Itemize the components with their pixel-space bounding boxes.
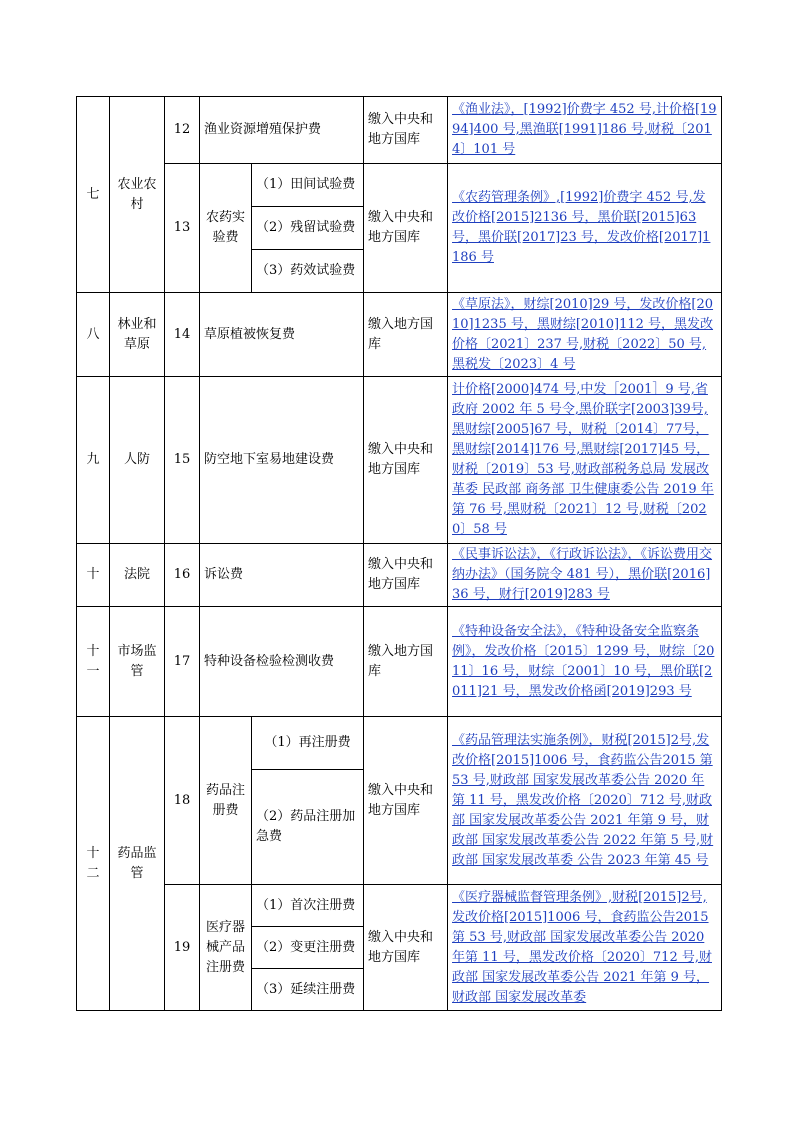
item-name: 防空地下室易地建设费: [200, 377, 364, 544]
item-name: 草原植被恢复费: [200, 293, 364, 377]
category-number: 十一: [77, 607, 110, 717]
table-row: [77, 97, 722, 164]
payment-destination: 缴入地方国库: [364, 293, 448, 377]
category-name: 人防: [110, 377, 165, 544]
legal-basis-link[interactable]: 《渔业法》，[1992]价费字 452 号,计价格[1994]400 号,黑渔联[1991]186 号,财税〔2014〕101 号: [452, 102, 717, 157]
category-name: 农业农村: [110, 97, 165, 293]
legal-basis: [448, 544, 722, 607]
item-number: 16: [165, 544, 200, 607]
item-name: 医疗器械产品注册费: [200, 885, 252, 1011]
item-number: 14: [165, 293, 200, 377]
payment-destination: 缴入中央和地方国库: [364, 717, 448, 885]
fee-table: [76, 96, 722, 1011]
sub-item: （1）田间试验费: [252, 164, 364, 207]
item-name: 特种设备检验检测收费: [200, 607, 364, 717]
category-number: 九: [77, 377, 110, 544]
item-name: 农药实验费: [200, 164, 252, 293]
category-number: 七: [77, 97, 110, 293]
legal-basis: [448, 377, 722, 544]
table-row: [77, 377, 722, 544]
payment-destination: 缴入中央和地方国库: [364, 544, 448, 607]
legal-basis-link[interactable]: 《民事诉讼法》，《行政诉讼法》，《诉讼费用交纳办法》（国务院令 481 号），黑价联[2016]36 号，财行[2019]283 号: [452, 547, 713, 602]
legal-basis: [448, 164, 722, 293]
payment-destination: 缴入中央和地方国库: [364, 885, 448, 1011]
category-name: 药品监管: [110, 717, 165, 1011]
item-number: 17: [165, 607, 200, 717]
sub-item: （2）药品注册加急费: [252, 770, 364, 885]
legal-basis-link[interactable]: 《草原法》，财综[2010]29 号，发改价格[2010]1235 号，黑财综[2010]112 号，黑发改价格〔2021〕237 号,财税〔2022〕50 号,黑税发〔2023〕4 号: [452, 296, 714, 372]
sub-item: （1）再注册费: [252, 717, 364, 770]
sub-item: （2）变更注册费: [252, 927, 364, 969]
sub-item: （1）首次注册费: [252, 885, 364, 927]
item-number: 13: [165, 164, 200, 293]
item-number: 15: [165, 377, 200, 544]
item-name: 诉讼费: [200, 544, 364, 607]
sub-item: （2）残留试验费: [252, 207, 364, 250]
payment-destination: 缴入地方国库: [364, 607, 448, 717]
table-row: [77, 607, 722, 717]
category-number: 十二: [77, 717, 110, 1011]
legal-basis-link[interactable]: 计价格[2000]474 号,中发［2001］9 号,省政府 2002 年 5 号令,黑价联字[2003]39号,黑财综[2005]67 号，财税〔2014〕77号，黑财综[2014]176 号,黑财综[2017]45 号，财税〔2019〕53 号,财政部税务总局 发展改革委 民政部 商务部 卫生健康委公告 2019 年第 76 号,黑财税〔2021〕12 号,财税〔2020〕58 号: [452, 382, 714, 537]
legal-basis-link[interactable]: 《药品管理法实施条例》，财税[2015]2号,发改价格[2015]1006 号，食药监公告2015 第 53 号,财政部 国家发展改革委公告 2020 年第 11 号，黑发改价格〔2020〕712 号,财政部 国家发展改革委公告 2021 年第 9 号，财政部 国家发展改革委公告 2022 年第 5 号,财政部 国家发展改革委 公告 2023 年第 45 号: [452, 732, 714, 868]
legal-basis: [448, 97, 722, 164]
item-name: 药品注册费: [200, 717, 252, 885]
category-number: 十: [77, 544, 110, 607]
sub-item: （3）药效试验费: [252, 250, 364, 293]
legal-basis-link[interactable]: 《医疗器械监督管理条例》,财税[2015]2号,发改价格[2015]1006 号，食药监公告2015 第 53 号,财政部 国家发展改革委公告 2020 年第 11 号，黑发改价格〔2020〕712 号,财政部 国家发展改革委公告 2021 年第 9 号，财政部 国家发展改革委: [452, 889, 712, 1005]
category-name: 林业和草原: [110, 293, 165, 377]
legal-basis: [448, 885, 722, 1011]
category-name: 法院: [110, 544, 165, 607]
table-row: [77, 885, 722, 927]
payment-destination: 缴入中央和地方国库: [364, 377, 448, 544]
legal-basis: [448, 717, 722, 885]
table-row: [77, 293, 722, 377]
payment-destination: 缴入中央和地方国库: [364, 164, 448, 293]
item-number: 12: [165, 97, 200, 164]
legal-basis-link[interactable]: 《农药管理条例》,[1992]价费字 452 号,发改价格[2015]2136 号，黑价联[2015]63 号，黑价联[2017]23 号，发改价格[2017]1186 号: [452, 190, 711, 265]
legal-basis: [448, 607, 722, 717]
table-row: [77, 717, 722, 770]
legal-basis-link[interactable]: 《特种设备安全法》，《特种设备安全监察条例》，发改价格〔2015〕1299 号，财综〔2011〕16 号，财综〔2001〕10 号，黑价联[2011]21 号，黑发改价格函[2019]293 号: [452, 623, 715, 699]
item-name: 渔业资源增殖保护费: [200, 97, 364, 164]
item-number: 19: [165, 885, 200, 1011]
item-number: 18: [165, 717, 200, 885]
payment-destination: 缴入中央和地方国库: [364, 97, 448, 164]
legal-basis: [448, 293, 722, 377]
table-row: [77, 164, 722, 207]
category-name: 市场监管: [110, 607, 165, 717]
sub-item: （3）延续注册费: [252, 969, 364, 1011]
table-row: [77, 544, 722, 607]
category-number: 八: [77, 293, 110, 377]
